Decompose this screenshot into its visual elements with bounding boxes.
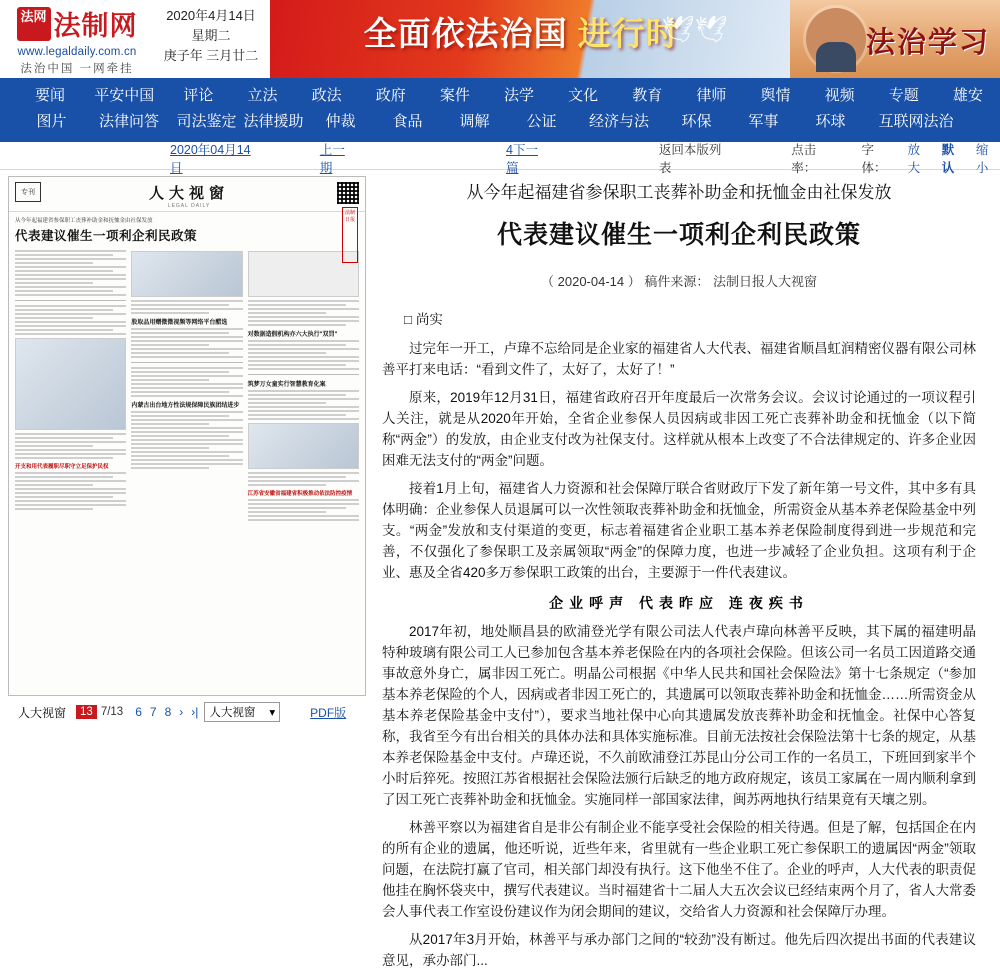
paper-subhead-3: 内蒙古出台地方性法规保障民族团结进步 [131,403,240,409]
masthead-date [152,0,270,78]
main-navigation [0,78,1000,142]
paper-subhead-1: 股取品用赠微微视频等网络平台醋选 [131,320,228,326]
nav-item-5[interactable]: 政府 [375,87,406,104]
paper-subhead-4: 筑梦万女童实行智慧教育化案 [247,382,326,388]
hit-rate-label: 点击率： [791,142,817,175]
paper-title: 代表建议催生一项利企利民政策 [15,229,198,243]
nav-item-26[interactable]: 环球 [815,113,846,130]
nav-item-19[interactable]: 仲裁 [325,113,356,130]
article-column [372,170,1000,978]
article-subtitle: 从今年起福建省参保职工丧葬补助金和抚恤金由社保发放 [466,183,892,202]
paper-subhead-5: 江苏省安徽省福建省积极推动依法防控疫情 [247,491,353,497]
paper-lead-head [9,212,365,244]
nav-row-primary [0,83,1000,109]
portrait-photo [806,8,866,70]
nav-item-18[interactable]: 法律援助 [243,113,304,130]
nav-item-1[interactable]: 平安中国 [94,87,155,104]
nav-item-11[interactable]: 舆情 [760,87,791,104]
paper-stamp: 法制日报 [342,207,358,263]
article-paragraph-2: 接着1月上旬，福建省人力资源和社会保障厅联合省财政厅下发了新年第一号文件，其中多有具体明确：企业参保人员退属可以一次性领取丧葬补助金和抚恤金，所需资金从基本养老保险基金中列支。“两金”发放和支付渠道的变更，标志着福建省企业职工基本养老保险制度得到进一步规范和完善，不仅强化了参保职工及亲属领取“两金”的保障力度，也进一步减轻了企业负担。这项有利于企业、惠及全省420多万参保职工政策的出台，主要源于一件代表建议。 [382,481,976,580]
date-lunar: 庚子年 三月廿二 [163,48,259,63]
site-logo[interactable] [0,0,152,78]
banner-text [364,8,680,55]
paper-photo-4 [248,423,359,469]
paper-photo-1 [15,338,126,430]
nav-item-7[interactable]: 法学 [504,87,535,104]
nav-item-13[interactable]: 专题 [888,87,919,104]
nav-item-2[interactable]: 评论 [183,87,214,104]
article-section-heading: 企业呼声 代表昨应 连夜疾书 [549,595,809,611]
nav-item-20[interactable]: 食品 [392,113,423,130]
pager-link-2[interactable]: 8 [164,705,172,719]
article-paragraph-3: 2017年初，地处顺昌县的欧浦登光学有限公司法人代表卢瑋向林善平反映，其下属的福建明晶特种玻璃有限公司工人已参加包含基本养老保险在内的各项社会保险。但该公司一名员工因道路交通事故意外身亡，属非因工死亡。明晶公司根据《中华人民共和国社会保险法》第十七条规定（“参加基本养老保险的个人，因病或者非因工死亡的，其遗属可以领取丧葬补助金和抚恤金……所需资金从基本养老保险基金中支付”），要求当地社保中心向其遗属发放丧葬补助金和抚恤金。社保中心答复称，我省至今有出台相关的具体办法和具体实施标准。目前无法按社会保险法第十七条的规定，从基本养老保险基金中支付。卢瑋还说，不久前欧浦登江苏昆山分公司工作的一名员工，下班回到家半个小时后猝死。按照江苏省根据社会保险法颁行后缺乏的地方政府规定，该员工家属在一周内顺利拿到了因工死亡丧葬补助金和抚恤金。实施同样一部国家法律，闽苏两地执行结果竟有天壤之别。 [382,624,976,807]
font-larger-button[interactable]: 放大 [907,142,921,175]
paper-preview-column [0,170,372,978]
qr-code-icon [337,182,359,204]
nav-item-10[interactable]: 律师 [696,87,727,104]
font-size-label: 字体： [861,142,887,175]
nav-item-23[interactable]: 经济与法 [588,113,649,130]
nav-item-4[interactable]: 政法 [311,87,342,104]
pager-total: 7/13 [100,706,124,718]
nav-item-27[interactable]: 互联网法治 [878,113,954,130]
paper-photo-2 [131,251,242,297]
pager-current-page: 13 [76,705,97,719]
study-banner[interactable] [790,0,1000,78]
paper-column-3 [248,248,359,523]
nav-item-16[interactable]: 法律问答 [98,113,159,130]
nav-row-secondary [0,109,1000,135]
pager-last-icon[interactable]: ›| [191,705,199,719]
logo-slogan: 法治中国 一网牵挂 [20,63,134,75]
paper-columns [9,244,365,523]
article-paragraph-0: 过完年一开工，卢瑋不忘给同是企业家的福建省人大代表、福建省顺昌虹润精密仪器有限公司林善平打来电话：“看到文件了，太好了，太好了！” [382,341,976,377]
nav-item-0[interactable]: 要闻 [35,87,66,104]
article-paragraph-5: 从2017年3月开始，林善平与承办部门之间的“较劲”没有断过。他先后四次提出书面的代表建议意见，承办部门... [382,932,976,968]
article-title: 代表建议催生一项利企利民政策 [496,221,861,249]
nav-item-12[interactable]: 视频 [824,87,855,104]
paper-brand-name: 人大视窗 [148,185,229,202]
pager-link-0[interactable]: 6 [135,705,142,719]
logo-text: 法制网 [53,11,138,41]
chevron-down-icon: ▾ [269,707,276,719]
article-paragraph-1: 原来，2019年12月31日，福建省政府召开年度最后一次常务会议。会议讨论通过的一项议程引人关注，就是从2020年开始，全省企业参保人员因病或非因工死亡丧葬补助金和抚恤金（以下简称“两金”）的发放，由企业支付改为社保支付。这样就从根本上改变了不合法律规定的、许多企业因困难无法支付的“两金”问题。 [382,390,976,468]
paper-column-2 [131,248,242,523]
paper-column-1 [15,248,126,523]
nav-item-17[interactable]: 司法鉴定 [176,113,237,130]
font-default-button[interactable]: 默认 [941,142,955,175]
pager-next-icon[interactable]: › [179,705,184,719]
nav-item-15[interactable]: 图片 [36,113,67,130]
back-to-list-link[interactable]: 返回本版列表 [658,142,722,175]
logo-url: www.legaldaily.com.cn [17,46,137,58]
banner-text-primary: 全面依法治国 [363,15,568,52]
dove-icon: 🕊🕊 [661,14,728,44]
nav-item-24[interactable]: 环保 [681,113,712,130]
issue-toolbar [0,142,1000,175]
page-pager [8,696,372,722]
paper-subhead-6: 开支和用代表履职尽职守立足保护民权 [15,464,109,470]
date-weekday: 星期二 [191,28,231,43]
content-area [0,170,1000,978]
pager-section-label: 人大视窗 [18,705,67,720]
issue-date-link[interactable]: 2020年04月14日 [170,142,251,175]
campaign-banner[interactable] [270,0,790,78]
nav-item-25[interactable]: 军事 [748,113,779,130]
nav-item-6[interactable]: 案件 [439,87,470,104]
article-author: □ 尚实 [404,312,443,327]
paper-kicker: 从今年起福建省参保职工丧葬补助金和抚恤金由社保发放 [15,218,153,224]
nav-item-22[interactable]: 公证 [526,113,557,130]
logo-mark-icon: 法网 [17,7,51,41]
pdf-version-link[interactable]: PDF版 [310,705,347,720]
nav-item-8[interactable]: 文化 [568,87,599,104]
paper-logo-badge: 专刊 [15,182,41,202]
article-meta: （ 2020-04-14 ） 稿件来源： 法制日报人大视窗 [541,274,817,289]
paper-brand-en: LEGAL DAILY [167,203,211,209]
paper-header [9,177,365,212]
prev-issue-link[interactable]: 上一期 [319,142,345,175]
section-select-value: 人大视窗 [209,707,256,719]
masthead [0,0,1000,78]
article-paragraph-4: 林善平察以为福建省自是非公有制企业不能享受社会保险的相关待遇。但是了解，包括国企在内的所有企业的遗属，他还听说，近些年来，省里就有一些企业职工死亡参保职工的遗属因“两金”领取问题，在法院打赢了官司，相关部门却没有执行。这下他坐不住了。企业的呼声，人大代表的职责促他挂在胸怀袋夹中，撰写代表建议。当时福建省十二届人大五次会议已经结束两个月了，省人大常委会人事代表工作室设份建议作为闭会期间的建议，交给省人力资源和社会保障厅办理。 [382,820,976,919]
next-article-link[interactable]: 4下一篇 [506,142,538,175]
date-gregorian: 2020年4月14日 [166,8,256,23]
portrait-title: 法治学习 [865,27,990,59]
nav-item-14[interactable]: 雄安 [952,87,983,104]
nav-item-9[interactable]: 教育 [632,87,663,104]
font-smaller-button[interactable]: 缩小 [975,142,989,175]
paper-subhead-2: 对数据造假机构亦六大执行"双罚" [247,332,338,338]
newspaper-page-image[interactable] [8,176,366,696]
pager-link-1[interactable]: 7 [149,705,157,719]
paper-brand [41,182,337,209]
banner-text-accent: 进行时 [577,15,680,52]
nav-item-21[interactable]: 调解 [459,113,490,130]
nav-item-3[interactable]: 立法 [247,87,278,104]
section-select[interactable] [204,702,280,722]
